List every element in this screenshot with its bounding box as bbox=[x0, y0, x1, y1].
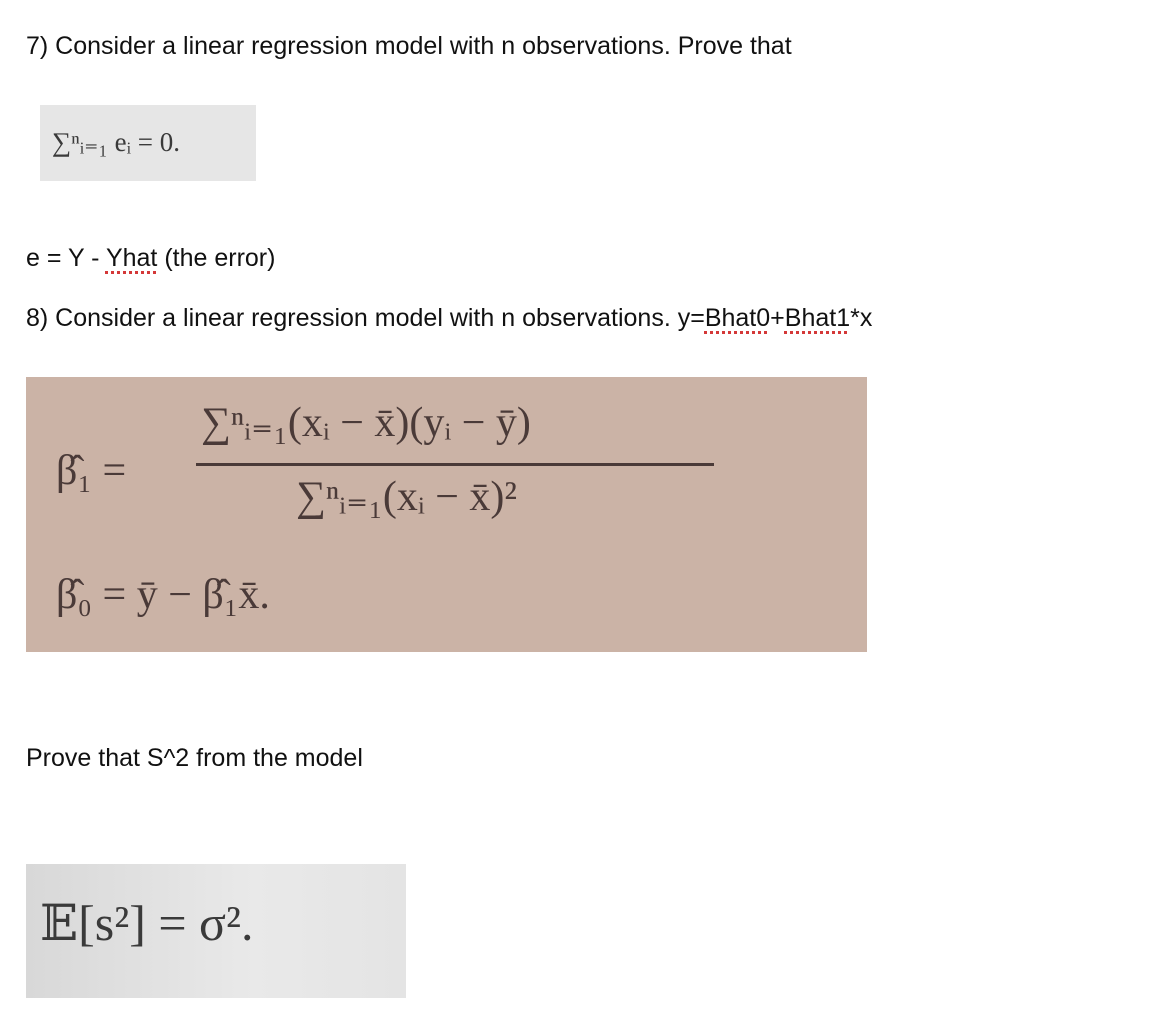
error-definition bbox=[26, 244, 275, 273]
q7-prompt: 7) Consider a linear regression model with n observations. Prove that bbox=[26, 32, 792, 60]
error-suffix: (the error) bbox=[157, 244, 276, 272]
term-bhat0: Bhat0 bbox=[704, 304, 771, 332]
beta1-denominator: ∑ⁿᵢ₌₁(xᵢ − x̄)² bbox=[296, 474, 517, 520]
term-bhat1: Bhat1 bbox=[784, 304, 851, 332]
expectation-image bbox=[26, 864, 406, 998]
expectation-formula: 𝔼[s²] = σ². bbox=[40, 895, 254, 951]
q8-prompt bbox=[26, 304, 872, 333]
beta1-numerator: ∑ⁿᵢ₌₁(xᵢ − x̄)(yᵢ − ȳ) bbox=[201, 400, 531, 446]
s2-prompt: Prove that S^2 from the model bbox=[26, 744, 363, 772]
beta1-lhs: β̂₁ = bbox=[56, 448, 127, 494]
sum-residuals-image bbox=[40, 105, 256, 181]
estimators-image bbox=[26, 377, 867, 652]
error-word-yhat: Yhat bbox=[105, 244, 158, 272]
q8-prompt-suffix: *x bbox=[850, 304, 873, 332]
beta0-formula: β̂₀ = ȳ − β̂₁x̄. bbox=[56, 572, 270, 618]
sum-residuals-formula: ∑ⁿᵢ₌₁ eᵢ = 0. bbox=[52, 127, 180, 157]
error-prefix: e = Y - bbox=[26, 244, 106, 272]
fraction-bar bbox=[196, 463, 714, 466]
q8-prompt-prefix: 8) Consider a linear regression model with n observations. y= bbox=[26, 304, 705, 332]
plus-sign: + bbox=[770, 304, 785, 332]
